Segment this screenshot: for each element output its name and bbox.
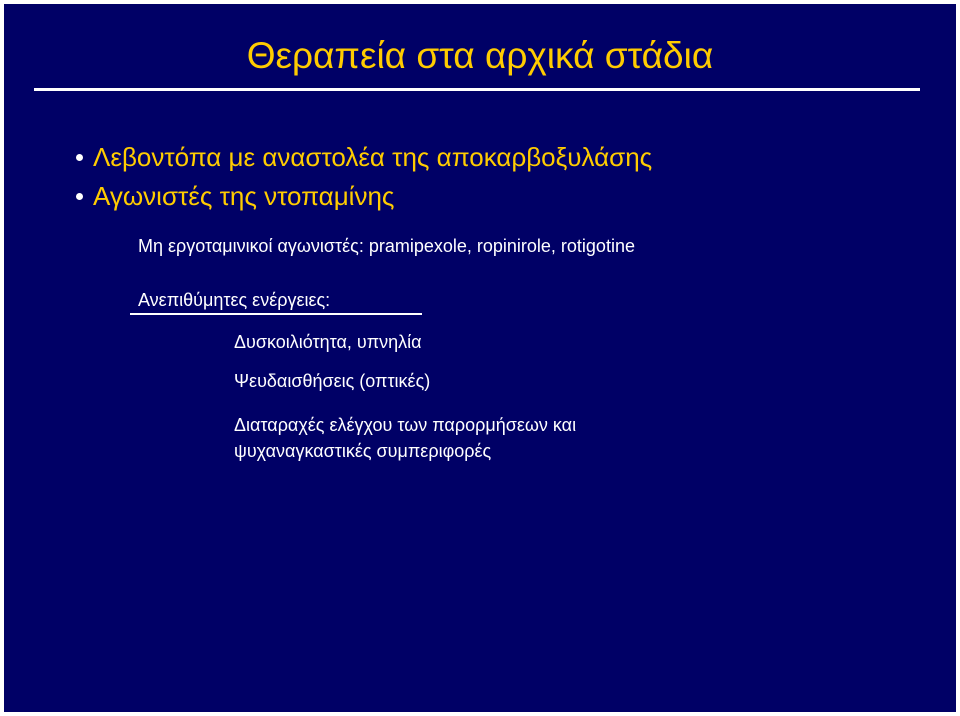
adverse-heading-underline [130,313,422,315]
adverse-item: Διαταραχές ελέγχου των παρορμήσεων και ψυχαναγκαστικές συμπεριφορές [234,415,577,461]
slide-title: Θεραπεία στα αρχικά στάδια [246,35,714,76]
bullet-dot-icon [76,193,83,200]
bullet-text: Λεβοντόπα με αναστολέα της αποκαρβοξυλάσης [93,142,653,172]
title-divider [34,88,920,91]
adverse-item: Ψευδαισθήσεις (οπτικές) [234,371,431,391]
slide [4,4,956,712]
adverse-item: Δυσκοιλιότητα, υπνηλία [234,332,422,352]
non-ergot-agonists: Μη εργοταμινικοί αγωνιστές: pramipexole, ropinirole, rotigotine [138,236,635,256]
bullet-dopamine-agonists [76,180,394,212]
bullet-text: Αγωνιστές της ντοπαμίνης [93,181,395,211]
adverse-effects-heading: Ανεπιθύμητες ενέργειες: [138,290,331,310]
bullet-levodopa [76,141,652,173]
bullet-dot-icon [76,154,83,161]
